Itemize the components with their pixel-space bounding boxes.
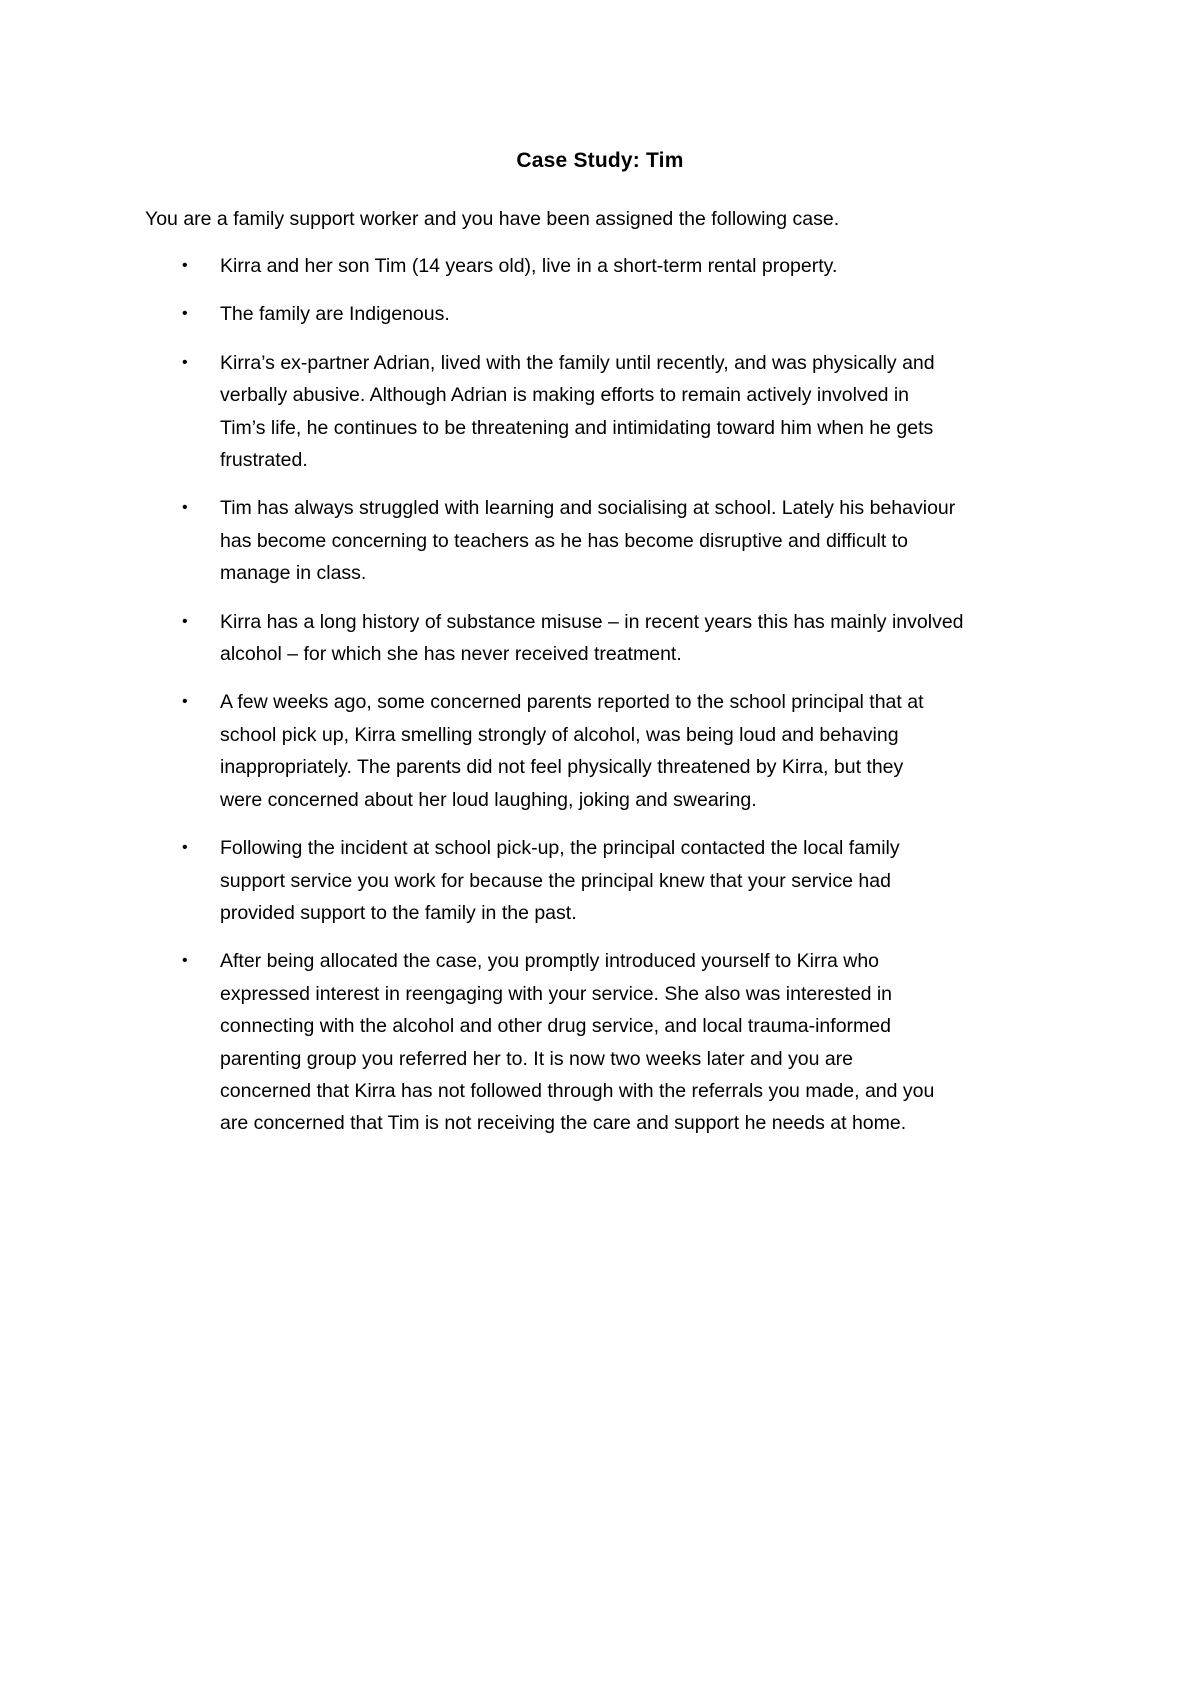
list-item-text-line: frustrated. [220, 449, 308, 472]
list-item [145, 298, 1065, 330]
list-item-text-line: were concerned about her loud laughing, joking and swearing. [220, 788, 757, 811]
list-item-text-line: A few weeks ago, some concerned parents reported to the school principal that at [220, 691, 924, 714]
bullet-marker: • [182, 612, 188, 630]
list-item-text-line: has become concerning to teachers as he has become disruptive and difficult to [220, 529, 908, 552]
list-item-text-line: Kirra has a long history of substance misuse – in recent years this has mainly involved [220, 610, 964, 633]
list-item-text-line: connecting with the alcohol and other drug service, and local trauma-informed [220, 1015, 891, 1038]
intro-paragraph: You are a family support worker and you have been assigned the following case. [145, 208, 840, 230]
list-item-text-line: provided support to the family in the past. [220, 901, 577, 924]
list-item-text-line: manage in class. [220, 562, 367, 585]
bullet-marker: • [182, 499, 188, 517]
list-item [145, 347, 1065, 477]
case-details-list [145, 250, 1065, 1156]
list-item-text-line: Following the incident at school pick-up, the principal contacted the local family [220, 837, 900, 860]
bullet-marker: • [182, 693, 188, 711]
list-item-text-line: parenting group you referred her to. It is now two weeks later and you are [220, 1047, 854, 1070]
list-item-text-line: Tim has always struggled with learning and socialising at school. Lately his behaviour [220, 497, 956, 520]
list-item [145, 945, 1065, 1139]
list-item [145, 832, 1065, 929]
list-item-text-line: concerned that Kirra has not followed through with the referrals you made, and you [220, 1079, 935, 1102]
list-item [145, 492, 1065, 589]
list-item [145, 686, 1065, 816]
list-item-text-line: inappropriately. The parents did not feel physically threatened by Kirra, but they [220, 756, 904, 779]
bullet-marker: • [182, 305, 188, 323]
list-item-text-line: After being allocated the case, you promptly introduced yourself to Kirra who [220, 950, 880, 973]
page-title: Case Study: Tim [516, 149, 684, 172]
list-item-text-line: Kirra’s ex-partner Adrian, lived with the family until recently, and was physically and [220, 351, 935, 374]
list-item [145, 606, 1065, 671]
bullet-marker: • [182, 353, 188, 371]
list-item-text-line: alcohol – for which she has never received treatment. [220, 643, 682, 666]
bullet-marker: • [182, 952, 188, 970]
list-item [145, 250, 1065, 282]
list-item-text-line: The family are Indigenous. [220, 303, 450, 326]
list-item-text-line: verbally abusive. Although Adrian is making efforts to remain actively involved in [220, 384, 910, 407]
bullet-marker: • [182, 257, 188, 274]
bullet-marker: • [182, 839, 188, 857]
list-item-text-line: Kirra and her son Tim (14 years old), live in a short-term rental property. [220, 255, 838, 277]
list-item-text-line: support service you work for because the principal knew that your service had [220, 869, 891, 892]
list-item-text-line: Tim’s life, he continues to be threatening and intimidating toward him when he gets [220, 416, 934, 439]
list-item-text-line: school pick up, Kirra smelling strongly of alcohol, was being loud and behaving [220, 723, 899, 746]
list-item-text-line: expressed interest in reengaging with your service. She also was interested in [220, 982, 893, 1005]
list-item-text-line: are concerned that Tim is not receiving the care and support he needs at home. [220, 1112, 907, 1135]
